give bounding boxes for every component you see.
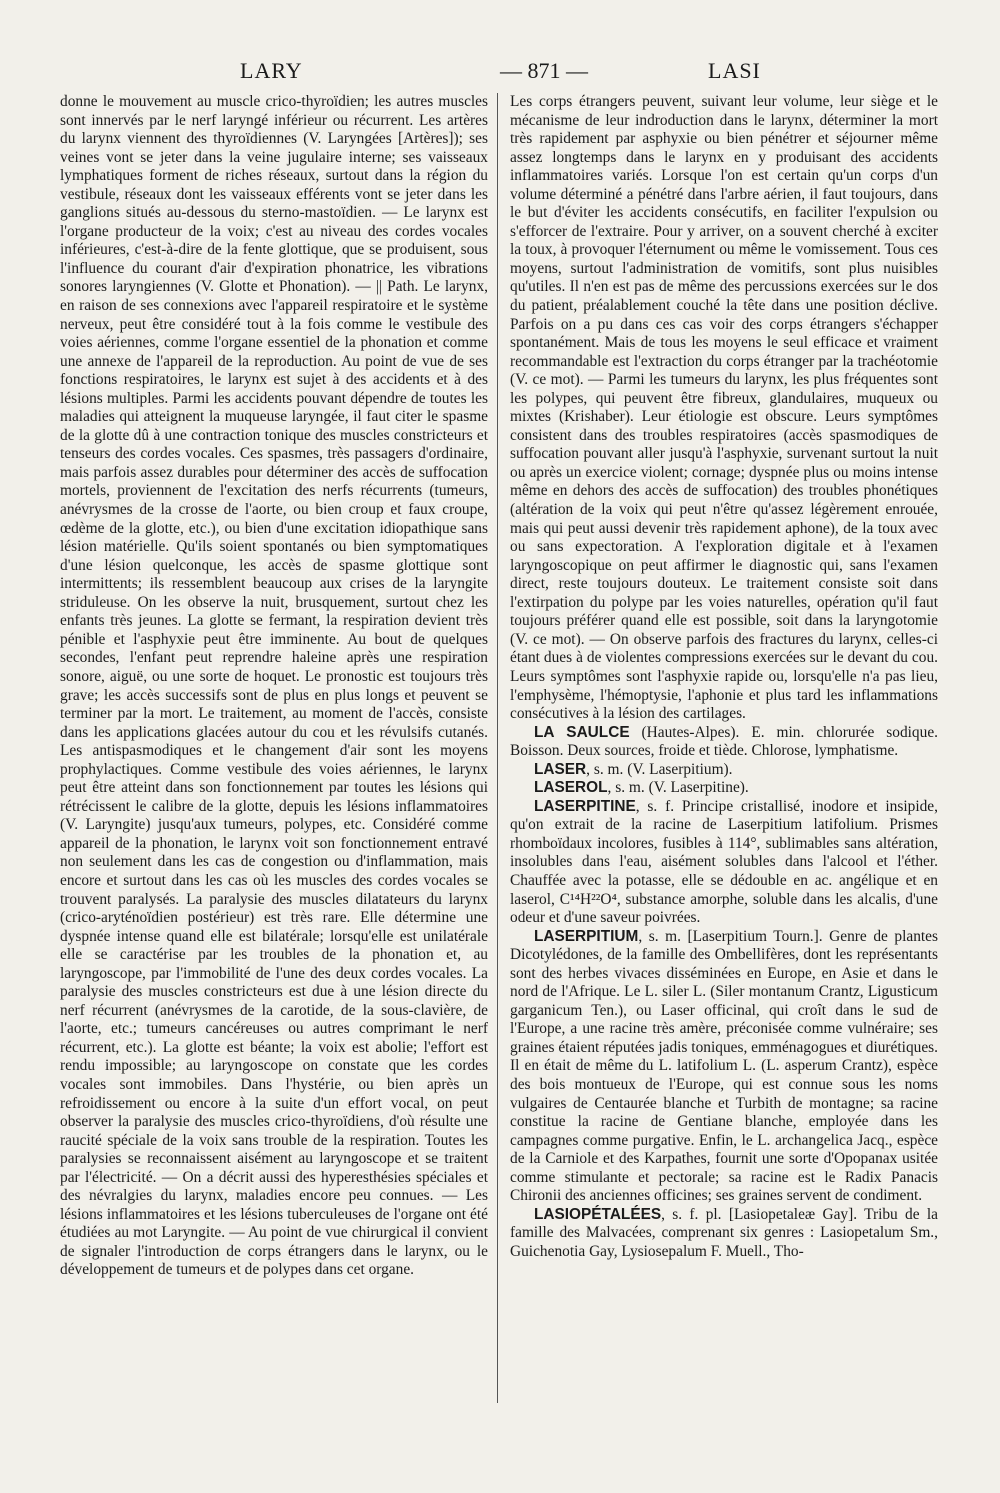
left-column xyxy=(60,93,488,1280)
entry-text: , s. f. pl. [Lasiopetaleæ Gay]. Tribu de la famille des Malvacées, comprenant six genres : Lasiopetalum Sm., Guichenotia Gay, Lysiosepalum F. Muell., Tho- xyxy=(510,1205,938,1260)
entry-laserpitium xyxy=(510,928,938,1206)
running-header xyxy=(60,58,940,88)
page-number: — 871 — xyxy=(500,58,588,83)
headword: LASERPITINE xyxy=(534,797,636,815)
right-column xyxy=(510,93,938,1261)
entry-laserpitine xyxy=(510,798,938,928)
column-divider xyxy=(497,93,498,1403)
entry-text: , s. m. [Laserpitium Tourn.]. Genre de plantes Dicotylédones, de la famille des Ombellifères, dont les représentants sont des herbes vivaces disséminées en Europe, en Asie et dans le nord de l'Afrique. Le L. siler L. (Siler montanum Crantz, Ligusticum garganicum Ten.), ou Laser officinal, qui croît dans le sud de l'Europe, a une racine très amère, préconisée comme vulnéraire; ses graines étaient réputées jadis toniques, emménagogues et diurétiques. Il en était de même du L. latifolium L. (L. asperum Crantz), espèce des bois montueux de l'Europe, qui est connue sous les noms vulgaires de Centaurée blanche et Turbith de montagne; sa racine constitue la racine de Gentiane blanche, employée dans les campagnes comme purgative. Enfin, le L. archangelica Jacq., espèce de la Carniole et des Karpathes, fournit une sorte d'Opopanax usitée comme stimulante et pectorale; sa racine est le Radix Panacis Chironii des anciennes officines; ses graines servent de condiment. xyxy=(510,927,938,1205)
entry-text: (Hautes-Alpes). E. min. chlorurée sodique. Boisson. Deux sources, froide et tiède. Chlorose, lymphatisme. xyxy=(510,723,938,760)
entry-laserol xyxy=(510,779,938,798)
entry-text: , s. m. (V. Laserpitium). xyxy=(586,760,733,778)
entry-text: , s. f. Principe cristallisé, inodore et insipide, qu'on extrait de la racine de Laserpitium latifolium. Prismes rhomboïdaux incolores, fusibles à 114°, sublimables sans altération, insolubles dans l'eau, aisément solubles dans l'alcool et l'éther. Chauffée avec la potasse, elle se dédouble en ac. angélique et en laserol, C¹⁴H²²O⁴, substance amorphe, soluble dans les alcalis, d'une odeur et d'une saveur poivrées. xyxy=(510,797,938,927)
entry-text: , s. m. (V. Laserpitine). xyxy=(607,779,749,797)
headword: LA SAULCE xyxy=(534,723,630,741)
header-right-guideword: LASI xyxy=(708,58,761,83)
headword: LASIOPÉTALÉES xyxy=(534,1205,662,1223)
headword: LASER xyxy=(534,760,587,778)
entry-la-saulce xyxy=(510,724,938,761)
header-left-guideword: LARY xyxy=(240,58,303,83)
headword: LASEROL xyxy=(534,779,608,797)
entry-lasiopetalees xyxy=(510,1206,938,1262)
entry-laser xyxy=(510,761,938,780)
headword: LASERPITIUM xyxy=(534,927,639,945)
larynx-article-text: donne le mouvement au muscle crico-thyroïdien; les autres muscles sont innervés par le nerf laryngé inférieur ou récurrent. Les artères du larynx viennent des thyroïdiennes (V. Laryngées [Artères]); ses veines vont se jeter dans la veine jugulaire interne; ses vaisseaux lymphatiques forment de riches réseaux, surtout dans la région du vestibule, réseaux dont les vaisseaux efférents vont se jeter dans les ganglions situés au-dessous du sterno-mastoïdien. — Le larynx est l'organe producteur de la voix; c'est au niveau des cordes vocales inférieures, c'est-à-dire de la fente glottique, que se produisent, sous l'influence du courant d'air d'expiration phonatrice, les vibrations sonores laryngiennes (V. Glotte et Phonation). — || Path. Le larynx, en raison de ses connexions avec l'appareil respiratoire et le système nerveux, peut être considéré tout à la fois comme le vestibule des voies aériennes, comme l'organe essentiel de la phonation et comme une annexe de l'appareil de la reproduction. Au point de vue de ses fonctions respiratoires, le larynx est sujet à des accidents et à des lésions multiples. Parmi les accidents pouvant dépendre de toutes les maladies qui atteignent la muqueuse laryngée, il faut citer le spasme de la glotte dû à une contraction tonique des muscles constricteurs et tenseurs des cordes vocales. Ces spasmes, très passagers d'ordinaire, mais parfois assez durables pour déterminer des accès de suffocation mortels, proviennent de l'excitation des nerfs récurrents (tumeurs, anévrysmes de la crosse de l'aorte, ou bien croup et faux croupe, œdème de la glotte, etc.), ou bien d'une excitation idiopathique sans lésion matérielle. Qu'ils soient spontanés ou bien symptomatiques d'une lésion quelconque, les accès de spasme glottique sont intermittents; ils ressemblent beaucoup aux crises de la laryngite striduleuse. On les observe la nuit, brusquement, surtout chez les enfants très jeunes. La glotte se fermant, la respiration devient très pénible et l'asphyxie peut être imminente. Au bout de quelques secondes, l'enfant peut reprendre haleine après une respiration sonore, aiguë, ou une sorte de hoquet. Le pronostic est toujours très grave; les accès successifs sont de plus en plus longs et peuvent se terminer par la mort. Le traitement, au moment de l'accès, consiste dans les applications glacées autour du cou et les révulsifs cutanés. Les antispasmodiques et le changement d'air sont les moyens prophylactiques. Comme vestibule des voies aériennes, le larynx peut être atteint dans son fonctionnement par toutes les lésions qui rétrécissent le calibre de la glotte, depuis les lésions inflammatoires (V. Laryngite) jusqu'aux tumeurs, polypes, etc. Considéré comme appareil de la phonation, le larynx voit son fonctionnement entravé non seulement dans les cas de congestion ou d'inflammation, mais encore et surtout dans les cas où les muscles des cordes vocales se trouvent paralysés. La paralysie des muscles dilatateurs du larynx (crico-aryténoïdien postérieur) est très rare. Elle détermine une dyspnée intense quand elle est bilatérale; lorsqu'elle est unilatérale elle se caractérise par les troubles de la phonation et, au laryngoscope, par l'immobilité de l'une des deux cordes vocales. La paralysie des muscles constricteurs est due à une lésion directe du nerf récurrent (anévrysmes de la carotide, de la sous-clavière, de l'aorte, etc.; tumeurs cancéreuses ou autres comprimant le nerf récurrent, etc.). La glotte est béante; la voix est abolie; l'effort est rendu impossible; au laryngoscope on constate que les cordes vocales sont immobiles. Dans l'hystérie, ou bien après un refroidissement ou encore à la suite d'un effort vocal, on peut observer la paralysie des muscles crico-thyroïdiens, d'où résulte une raucité spéciale de la voix sans trouble de la respiration. Toutes les paralysies se reconnaissent aisément au laryngoscope et se traitent par l'électricité. — On a décrit aussi des hyperesthésies spéciales et des névralgies du larynx, maladies encore peu connues. — Les lésions inflammatoires et les lésions tuberculeuses de l'organe ont été étudiées au mot Laryngite. — Au point de vue chirurgical il convient de signaler l'introduction de corps étrangers dans le larynx, ou le développement de tumeurs et de polypes dans cet organe. xyxy=(60,93,488,1279)
larynx-article-continuation: Les corps étrangers peuvent, suivant leur volume, leur siège et le mécanisme de leur indroduction dans le larynx, déterminer la mort très rapidement par asphyxie ou bien pénétrer et séjourner même assez longtemps dans le larynx en y produisant des accidents inflammatoires variés. Lorsque l'on est certain qu'un corps d'un volume déterminé a pénétré dans l'arbre aérien, il faut toujours, dans le but d'éviter les accidents consécutifs, en faciliter l'expulsion ou s'efforcer de l'extraire. Pour y arriver, on a souvent cherché à exciter la toux, à provoquer l'éternument ou même le vomissement. Tous ces moyens, surtout l'administration de vomitifs, sont plus nuisibles qu'utiles. Il n'en est pas de même des percussions exercées sur le dos du patient, préalablement couché la tête dans une position déclive. Parfois on a pu dans ces cas voir des corps étrangers s'échapper spontanément. Mais de tous les moyens le seul efficace et vraiment recommandable est l'extraction du corps étranger par la trachéotomie (V. ce mot). — Parmi les tumeurs du larynx, les plus fréquentes sont les polypes, qui peuvent être fibreux, glandulaires, muqueux ou mixtes (Krishaber). Leur étiologie est obscure. Leurs symptômes consistent dans des troubles respiratoires (accès spasmodiques de suffocation pouvant aller jusqu'à l'asphyxie, survenant surtout la nuit ou après un exercice violent; cornage; dyspnée plus ou moins intense même en dehors des accès de suffocation) des troubles phonétiques (altération de la voix qui peut n'être qu'assez légèrement enrouée, mais qui peut aussi devenir très rapidement aphone), de la toux avec ou sans expectoration. A l'exploration digitale et à l'examen laryngoscopique on peut affirmer le diagnostic qui, sans l'examen direct, reste toujours douteux. Le traitement consiste soit dans l'extirpation du polype par les voies naturelles, opération qu'il faut toujours préférer quand elle est possible, soit dans la laryngotomie (V. ce mot). — On observe parfois des fractures du larynx, celles-ci étant dues à de violentes compressions exercées sur le devant du cou. Leurs symptômes sont l'asphyxie rapide ou, lorsqu'elle n'a pas lieu, l'emphysème, l'hémoptysie, l'aphonie et plus tard les inflammations consécutives à la lésion des cartilages. xyxy=(510,93,938,723)
